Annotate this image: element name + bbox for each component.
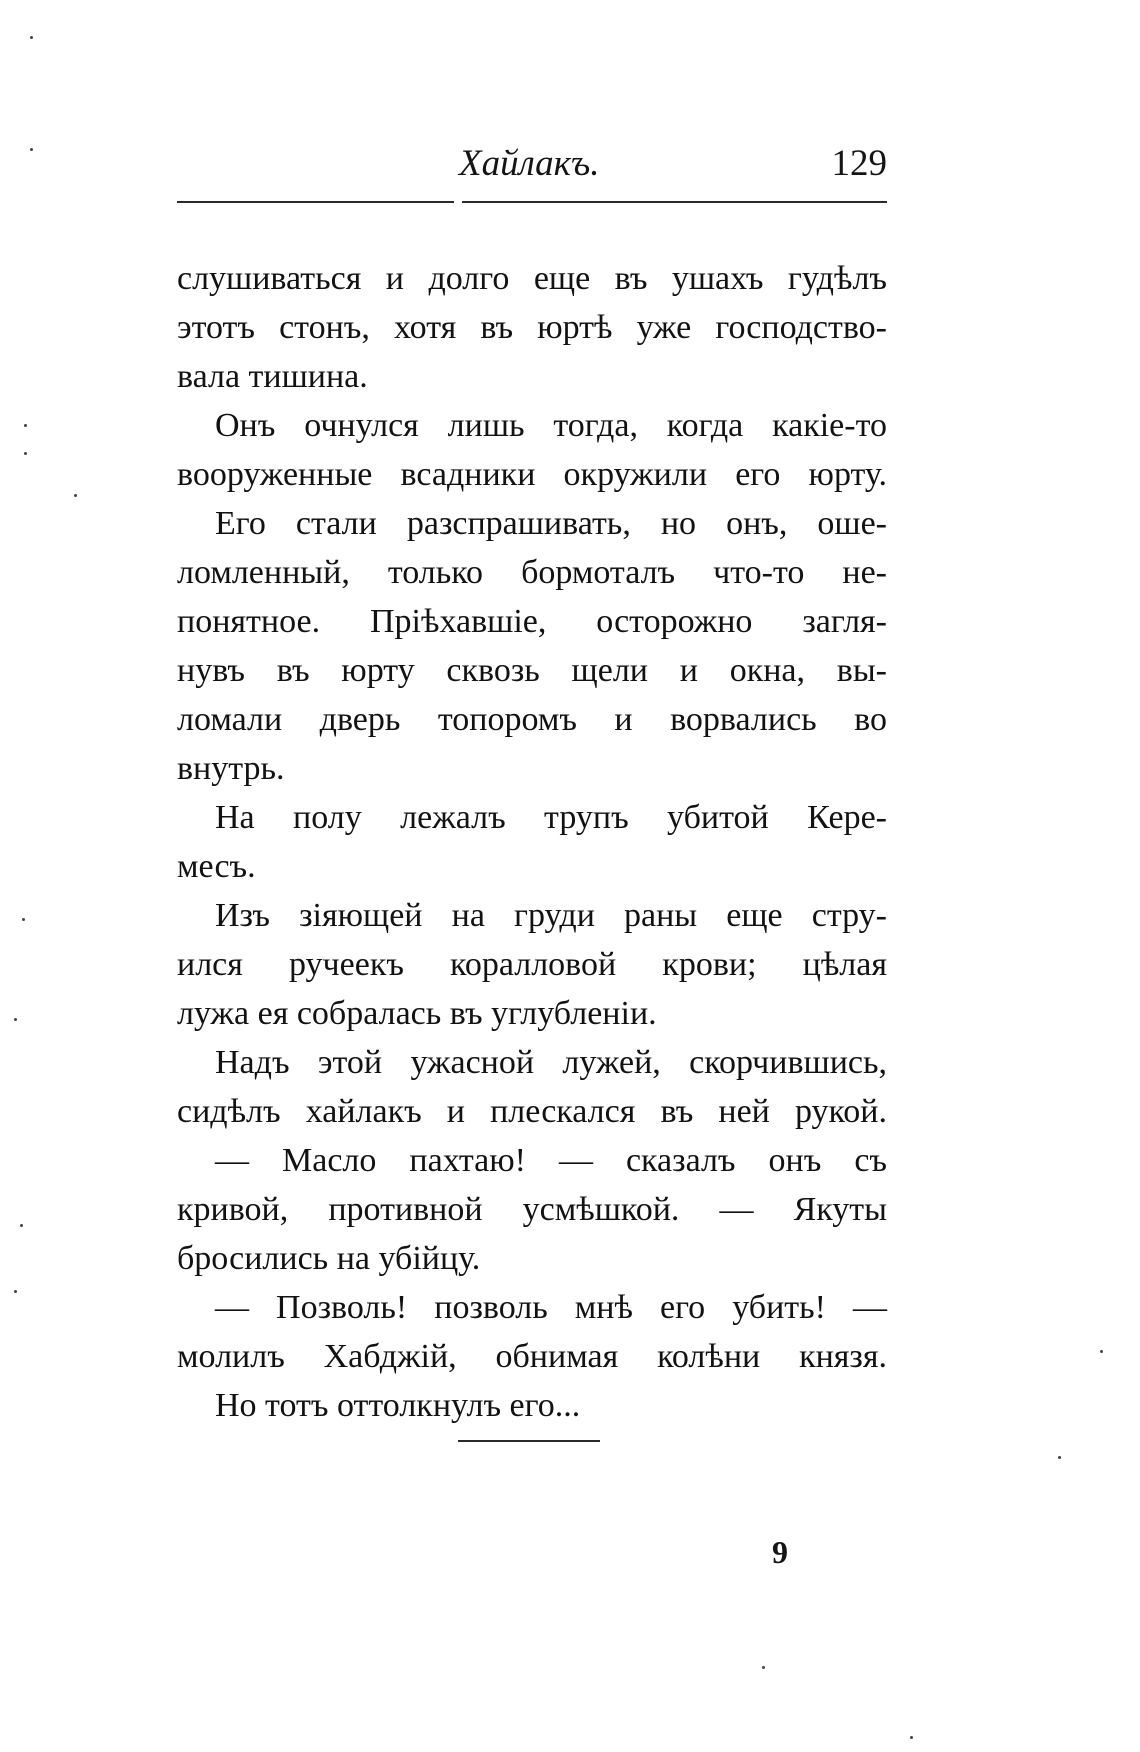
running-title: Хайлакъ. [459,143,600,184]
text-line: ился ручеекъ коралловой крови; цѣлая [177,946,887,983]
text-line: понятное. Пріѣхавшіе, осторожно загля- [177,603,887,640]
scan-speck [1100,1350,1103,1353]
text-line: молилъ Хабджій, обнимая колѣни князя. [177,1338,887,1375]
text-line: Надъ этой ужасной лужей, скорчившись, [215,1044,887,1081]
signature-mark: 9 [772,1534,788,1570]
running-head [177,142,887,186]
scan-speck [14,1018,17,1021]
text-line: бросились на убійцу. [177,1240,481,1277]
text-line: кривой, противной усмѣшкой. — Якуты [177,1191,887,1228]
scan-speck [22,918,25,921]
text-line: этотъ стонъ, хотя въ юртѣ уже господство- [177,309,887,346]
text-line: вала тишина. [177,358,368,395]
text-line: лужа ея собралась въ углубленіи. [177,995,657,1032]
body-text [177,254,887,1430]
text-line: ломленный, только бормоталъ что-то не- [177,554,887,591]
text-line: нувъ въ юрту сквозь щели и окна, вы- [177,652,887,689]
scan-speck [24,452,27,455]
header-rule [177,201,887,203]
text-line: вооруженные всадники окружили его юрту. [177,456,887,493]
scan-speck [20,1224,23,1227]
text-line: Изъ зіяющей на груди раны еще стру- [215,897,887,934]
text-line: На полу лежалъ трупъ убитой Кере- [215,799,887,836]
scan-speck [74,494,77,497]
scan-speck [14,1290,17,1293]
text-line: — Масло пахтаю! — сказалъ онъ съ [215,1142,887,1179]
scan-speck [910,1736,913,1739]
scan-speck [30,148,33,151]
text-line: месъ. [177,848,256,885]
text-line: Но тотъ оттолкнулъ его... [215,1387,581,1424]
text-line: слушиваться и долго еще въ ушахъ гудѣлъ [177,260,887,297]
scan-speck [30,36,33,39]
page-number: 129 [831,143,887,184]
text-line: ломали дверь топоромъ и ворвались во [177,701,887,738]
text-line: Онъ очнулся лишь тогда, когда какіе-то [215,407,887,444]
text-line: — Позволь! позволь мнѣ его убить! — [215,1289,887,1326]
text-line: Его стали разспрашивать, но онъ, оше- [215,505,887,542]
scan-speck [762,1666,765,1669]
text-line: внутрь. [177,750,285,787]
text-line: сидѣлъ хайлакъ и плескался въ ней рукой. [177,1093,887,1130]
section-end-rule [458,1440,600,1442]
scan-speck [1058,1456,1061,1459]
scan-speck [24,424,27,427]
